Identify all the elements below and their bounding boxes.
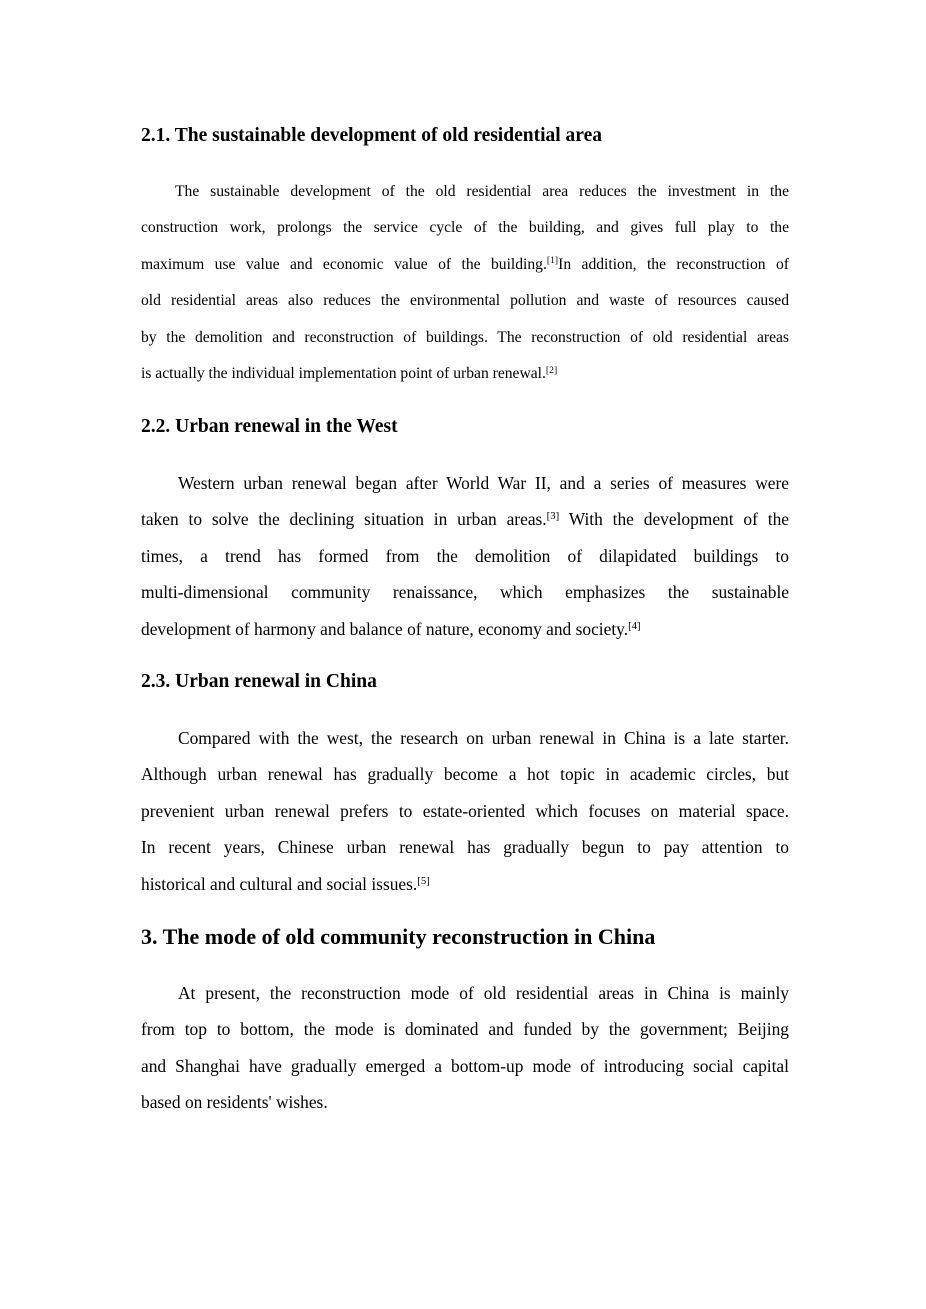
text-line: [141, 356, 789, 392]
text-line: [141, 975, 789, 1011]
section-heading: 2.1. The sustainable development of old residential area: [141, 125, 602, 146]
paragraph: [141, 975, 789, 1121]
text-segment: taken to solve the declining situation in urban areas.: [141, 509, 547, 530]
text-line: [141, 538, 789, 574]
text-segment: At present, the reconstruction mode of old residential areas in China is mainly: [178, 983, 789, 1003]
text-line: [141, 283, 789, 319]
paragraph: [141, 465, 789, 647]
text-line: [141, 829, 789, 865]
text-segment: The sustainable development of the old residential area reduces the investment in the: [175, 183, 789, 200]
section-heading: 3. The mode of old community reconstruction in China: [141, 924, 656, 949]
citation-ref: [5]: [417, 874, 430, 887]
text-line: [141, 574, 789, 610]
paragraph: [141, 174, 789, 392]
text-line: [141, 720, 789, 756]
text-line: [141, 174, 789, 210]
text-segment: times, a trend has formed from the demolition of dilapidated buildings to: [141, 545, 789, 566]
text-segment: and Shanghai have gradually emerged a bottom-up mode of introducing social capital: [141, 1055, 789, 1076]
text-line: [141, 247, 789, 283]
text-line: [141, 320, 789, 356]
text-segment: by the demolition and reconstruction of buildings. The reconstruction of old residential areas: [141, 328, 789, 346]
text-segment: In addition, the reconstruction of: [558, 255, 789, 273]
text-line: [141, 756, 789, 792]
text-segment: is actually the individual implementation point of urban renewal.: [141, 364, 546, 382]
citation-ref: [2]: [545, 364, 558, 376]
text-segment: With the development of the: [559, 509, 789, 530]
paragraph: [141, 720, 789, 902]
citation-ref: [1]: [546, 255, 559, 267]
text-line: [141, 501, 789, 537]
section-heading: 2.2. Urban renewal in the West: [141, 416, 398, 437]
text-segment: historical and cultural and social issues.: [141, 873, 418, 894]
text-segment: construction work, prolongs the service cycle of the building, and gives full play to the: [141, 219, 789, 237]
text-segment: development of harmony and balance of nature, economy and society.: [141, 618, 629, 639]
text-segment: multi-dimensional community renaissance, which emphasizes the sustainable: [141, 582, 789, 603]
text-segment: Compared with the west, the research on urban renewal in China is a late starter.: [178, 728, 789, 748]
text-line: [141, 210, 789, 246]
text-line: [141, 1048, 789, 1084]
text-segment: Although urban renewal has gradually become a hot topic in academic circles, but: [141, 764, 789, 785]
text-line: [141, 1011, 789, 1047]
citation-ref: [4]: [628, 619, 641, 632]
section-heading: 2.3. Urban renewal in China: [141, 671, 377, 692]
citation-ref: [3]: [546, 510, 560, 523]
text-segment: based on residents' wishes.: [141, 1092, 328, 1113]
text-line: [141, 793, 789, 829]
text-line: [141, 465, 789, 501]
text-line: [141, 1084, 789, 1120]
text-segment: In recent years, Chinese urban renewal has gradually begun to pay attention to: [141, 837, 789, 858]
text-segment: maximum use value and economic value of the building.: [141, 255, 547, 273]
text-line: [141, 866, 789, 902]
text-segment: old residential areas also reduces the environmental pollution and waste of resources caused: [141, 292, 789, 310]
text-line: [141, 611, 789, 647]
text-segment: prevenient urban renewal prefers to estate-oriented which focuses on material space.: [141, 800, 789, 821]
text-segment: from top to bottom, the mode is dominated and funded by the government; Beijing: [141, 1019, 789, 1040]
text-segment: Western urban renewal began after World War II, and a series of measures were: [178, 473, 789, 493]
